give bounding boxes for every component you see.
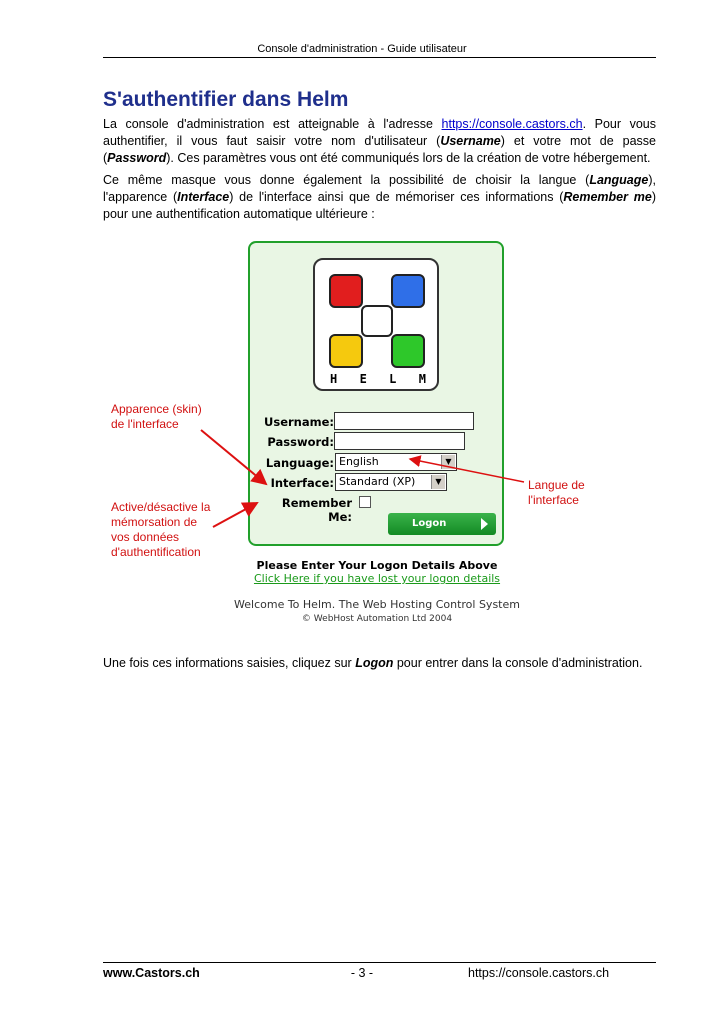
arrow-language — [410, 459, 524, 482]
p3-text-2: pour entrer dans la console d'administration. — [393, 656, 643, 670]
language-label: Language: — [265, 456, 334, 470]
welcome-text: Welcome To Helm. The Web Hosting Control System — [234, 598, 520, 611]
annotation-line: d'authentification — [111, 545, 201, 559]
keyword-logon: Logon — [355, 656, 394, 670]
logo-letter: L — [389, 372, 397, 386]
p2-text-1: Ce même masque vous donne également la possibilité de choisir la langue ( — [103, 173, 590, 187]
chevron-down-icon[interactable]: ▼ — [431, 475, 445, 489]
interface-value: Standard (XP) — [339, 475, 416, 488]
closing-paragraph — [103, 655, 656, 672]
logo-letter: M — [418, 372, 426, 386]
annotation-line: vos données — [111, 530, 180, 544]
username-label: Username: — [264, 415, 334, 429]
p3-text-1: Une fois ces informations saisies, cliquez sur — [103, 656, 356, 670]
footer-url: https://console.castors.ch — [468, 966, 610, 980]
p2-text-4: ) pour une authentification automatique ultérieure : — [103, 190, 656, 221]
interface-label: Interface: — [270, 476, 334, 490]
keyword-password: Password — [107, 151, 167, 165]
keyword-interface: Interface — [177, 190, 230, 204]
language-value: English — [339, 455, 379, 468]
annotation-line: Apparence (skin) — [111, 402, 202, 416]
lost-details-link[interactable]: Click Here if you have lost your logon details — [253, 572, 501, 585]
logon-button-label: Logon — [412, 518, 447, 529]
copyright-text: © WebHost Automation Ltd 2004 — [301, 614, 453, 624]
page-title: S'authentifier dans Helm — [103, 88, 349, 111]
annotation-line: Active/désactive la — [111, 500, 211, 514]
footer-page-number: - 3 - — [350, 966, 374, 980]
keyword-username: Username — [440, 134, 501, 148]
annotation-line: de l'interface — [111, 417, 179, 431]
footer-site: www.Castors.ch — [103, 966, 200, 980]
logon-instructions: Please Enter Your Logon Details Above — [256, 559, 498, 572]
password-label: Password: — [267, 435, 334, 449]
p1-text-1: La console d'administration est atteignable à l'adresse — [103, 117, 442, 131]
annotation-line: Langue de — [528, 478, 585, 492]
footer-rule — [103, 962, 656, 963]
p1-text-3: ) et votre mot de passe ( — [103, 134, 656, 165]
p1-text-2: . Pour vous authentifier, il vous faut saisir votre nom d'utilisateur ( — [103, 117, 656, 148]
annotation-line: l'interface — [528, 493, 579, 507]
p2-text-2: ), l'apparence ( — [103, 173, 656, 204]
keyword-language: Language — [589, 173, 649, 187]
p2-text-3: ) de l'interface ainsi que de mémoriser ces informations ( — [229, 190, 564, 204]
remember-label: Remember Me: — [281, 496, 352, 524]
arrow-skin — [201, 430, 266, 484]
keyword-remember-me: Remember me — [563, 190, 652, 204]
p1-text-4: ). Ces paramètres vous ont été communiqués lors de la création de votre hébergement. — [166, 151, 651, 165]
chevron-down-icon[interactable]: ▼ — [441, 455, 455, 469]
annotation-line: mémorsation de — [111, 515, 198, 529]
console-link[interactable]: https://console.castors.ch — [441, 117, 583, 131]
arrow-remember — [213, 503, 257, 527]
logo-letter: H — [330, 372, 338, 386]
page-header: Console d'administration - Guide utilisateur — [257, 43, 467, 55]
logo-letter: E — [359, 372, 367, 386]
